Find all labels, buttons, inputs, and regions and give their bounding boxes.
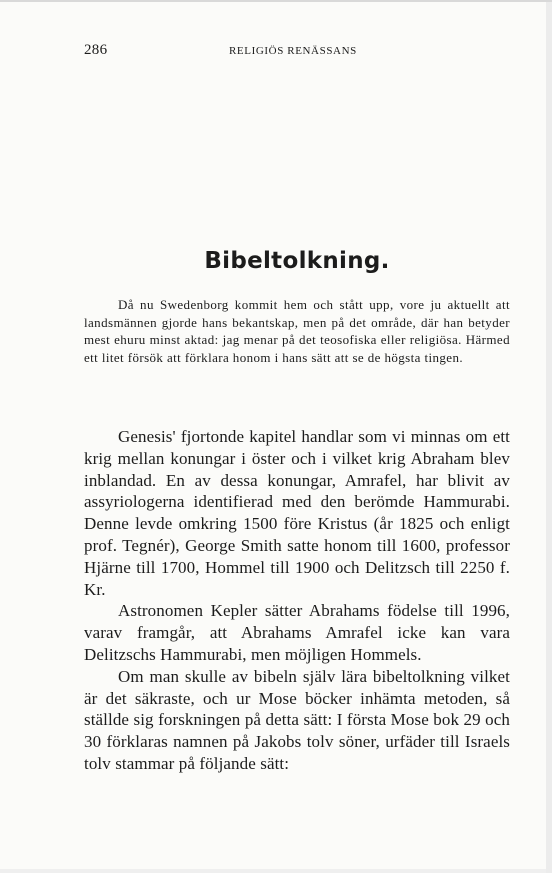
page-number: 286 bbox=[84, 42, 108, 58]
body-paragraph: Astronomen Kepler sätter Abrahams födelse till 1996, varav framgår, att Abrahams Amrafel icke kan vara Delitzschs Hammurabi, men möjligen Hommels. bbox=[84, 601, 510, 664]
chapter-heading: Bibeltolkning. bbox=[204, 248, 390, 274]
body-text bbox=[84, 426, 510, 775]
page-edge bbox=[0, 0, 552, 2]
body-paragraph: Om man skulle av bibeln själv lära bibeltolkning vilket är det säkraste, och ur Mose böcker inhämta metoden, så ställde sig forskningen på detta sätt: I första Mose bok 29 och 30 förklaras namnen på Jakobs tolv söner, urfäder till Israels tolv stammar på följande sätt: bbox=[84, 666, 510, 773]
body-paragraph: Genesis' fjortonde kapitel handlar som vi minnas om ett krig mellan konungar i öster och i vilket krig Abraham blev inblandad. En av dessa konungar, Amrafel, har blivit av assyriologerna identifierad med den berömde Hammurabi. Denne levde omkring 1500 före Kristus (år 1825 och enligt prof. Tegnér), George Smith satte honom till 1600, professor Hjärne till 1700, Hommel till 1900 och Delitzsch till 2250 f. Kr. bbox=[84, 427, 510, 599]
running-title: RELIGIÖS RENÄSSANS bbox=[229, 45, 357, 57]
running-head bbox=[0, 42, 552, 62]
intro-paragraph: Då nu Swedenborg kommit hem och stått upp, vore ju aktuellt att landsmännen gjorde hans bekantskap, men på det område, där han betyder mest ehuru minst aktad: jag menar på det teosofiska eller religiösa. Härmed ett litet försök att förklara honom i hans sätt att se de högsta tingen. bbox=[84, 297, 510, 365]
